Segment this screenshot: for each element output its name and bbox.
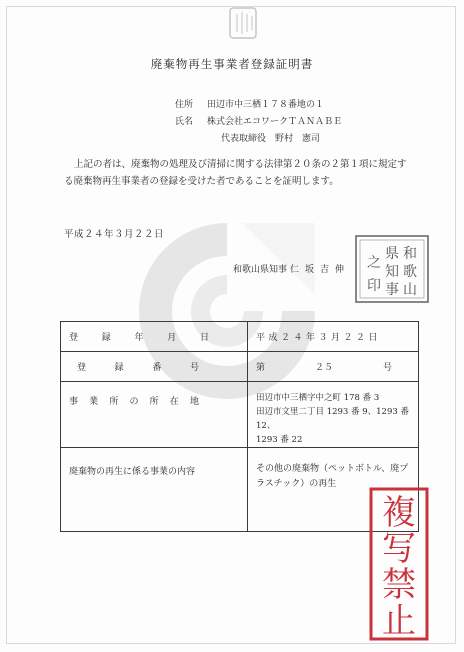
stamp-char-2: 写 (382, 529, 416, 569)
table-row (61, 382, 419, 448)
seal-char-3: 山 (403, 282, 417, 298)
business-content-value: その他の廃棄物（ペットボトル、廃プ ラスチック）の再生 (248, 448, 419, 532)
registration-table (60, 321, 419, 532)
certification-statement: 上記の者は、廃棄物の処理及び清掃に関する法律第２０条の２第１項に規定する廃棄物再生事業者の登録を受けた者であることを証明します。 (64, 159, 407, 187)
table-row (61, 448, 419, 532)
office-location-label: 事 業 所 の 所 在 地 (61, 382, 248, 448)
issue-date: 平成２４年３月２２日 (64, 229, 165, 240)
representative-row (221, 131, 320, 144)
copy-prohibited-stamp-icon (368, 486, 430, 642)
address-label: 住所 (175, 100, 194, 110)
stamp-char-4: 止 (382, 601, 416, 641)
signer-name: 仁坂吉伸 (290, 265, 351, 275)
registration-number-label: 登 録 番 号 (61, 352, 248, 382)
business-content-label: 廃棄物の再生に係る事業の内容 (61, 448, 248, 532)
governor-seal-icon (354, 234, 430, 304)
name-label: 氏名 (175, 117, 194, 127)
seal-char-4: 県 (385, 246, 399, 262)
registration-date-value: 平成２４年３月２２日 (248, 322, 419, 352)
document-title: 廃棄物再生事業者登録証明書 (150, 57, 314, 71)
address-value: 田辺市中三栖１７８番地の１ (207, 100, 325, 110)
seal-char-2: 歌 (403, 264, 417, 280)
seal-char-5: 知 (385, 264, 399, 280)
office-location-value: 田辺市中三栖字中之町 178 番 3 田辺市文里二丁目 1293 番 9、1293 番 12、 1293 番 22 (248, 382, 419, 448)
registration-number-value: 第 ２５ 号 (248, 352, 419, 382)
seal-char-8: 印 (367, 278, 381, 294)
table-row (61, 322, 419, 352)
seal-char-1: 和 (403, 246, 417, 262)
stamp-char-3: 禁 (382, 565, 416, 605)
stamp-char-1: 複 (382, 493, 416, 533)
top-seal-icon (228, 6, 258, 40)
name-value: 株式会社エコワークＴＡＮＡＢＥ (207, 117, 343, 127)
seal-char-6: 事 (385, 282, 399, 298)
signer-title: 和歌山県知事 (233, 265, 288, 275)
representative-value: 代表取締役 野村 憲司 (221, 134, 321, 144)
registration-date-label: 登 録 年 月 日 (61, 322, 248, 352)
seal-char-7: 之 (367, 255, 381, 271)
table-row (61, 352, 419, 382)
